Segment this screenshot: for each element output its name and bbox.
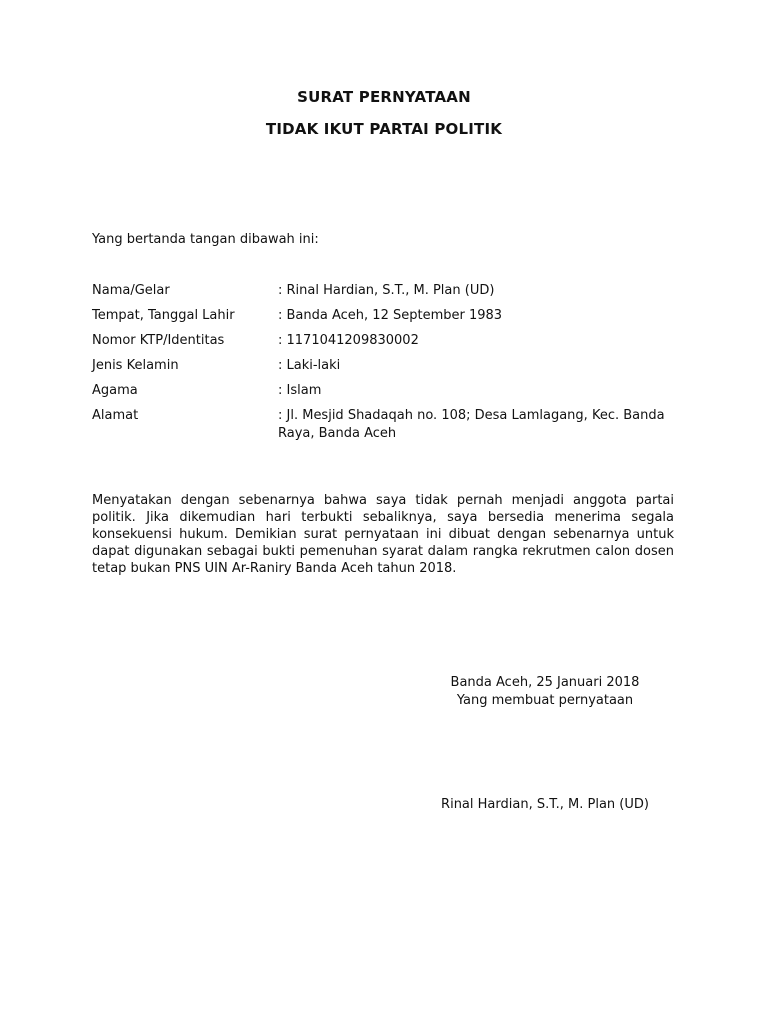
field-row-religion <box>92 382 682 400</box>
document-title: SURAT PERNYATAAN <box>297 88 471 106</box>
field-value: : Laki-laki <box>278 358 341 373</box>
identity-fields <box>92 282 682 450</box>
field-row-gender <box>92 357 682 375</box>
statement-paragraph: Menyatakan dengan sebenarnya bahwa saya tidak pernah menjadi anggota partai politik. Jika dikemudian hari terbukti sebaliknya, saya bersedia menerima segala konsekuensi hukum. Demikian surat pernyataan ini dibuat dengan sebenarnya untuk dapat digunakan sebagai bukti pemenuhan syarat dalam rangka rekrutmen calon dosen tetap bukan PNS UIN Ar-Raniry Banda Aceh tahun 2018. <box>92 493 674 576</box>
field-label: Jenis Kelamin <box>92 358 179 373</box>
document-subtitle: TIDAK IKUT PARTAI POLITIK <box>265 120 503 138</box>
field-value: : Islam <box>278 383 322 398</box>
field-label: Tempat, Tanggal Lahir <box>92 308 235 323</box>
field-value: : Jl. Mesjid Shadaqah no. 108; Desa Lamlagang, Kec. Banda Raya, Banda Aceh <box>278 408 665 441</box>
field-row-birth <box>92 307 682 325</box>
intro-text: Yang bertanda tangan dibawah ini: <box>92 232 319 247</box>
signature-place-date: Banda Aceh, 25 Januari 2018 <box>450 675 640 690</box>
field-label: Nama/Gelar <box>92 283 170 298</box>
field-value: : Rinal Hardian, S.T., M. Plan (UD) <box>278 283 495 298</box>
field-value: : Banda Aceh, 12 September 1983 <box>278 308 503 323</box>
field-label: Agama <box>92 383 138 398</box>
field-value: : 1171041209830002 <box>278 333 419 348</box>
field-label: Alamat <box>92 408 139 423</box>
field-row-address <box>92 407 682 443</box>
field-label: Nomor KTP/Identitas <box>92 333 225 348</box>
signature-block <box>420 674 670 710</box>
signature-caption: Yang membuat pernyataan <box>456 693 634 708</box>
signatory-name: Rinal Hardian, S.T., M. Plan (UD) <box>441 797 649 812</box>
field-row-id-number <box>92 332 682 350</box>
field-row-name <box>92 282 682 300</box>
